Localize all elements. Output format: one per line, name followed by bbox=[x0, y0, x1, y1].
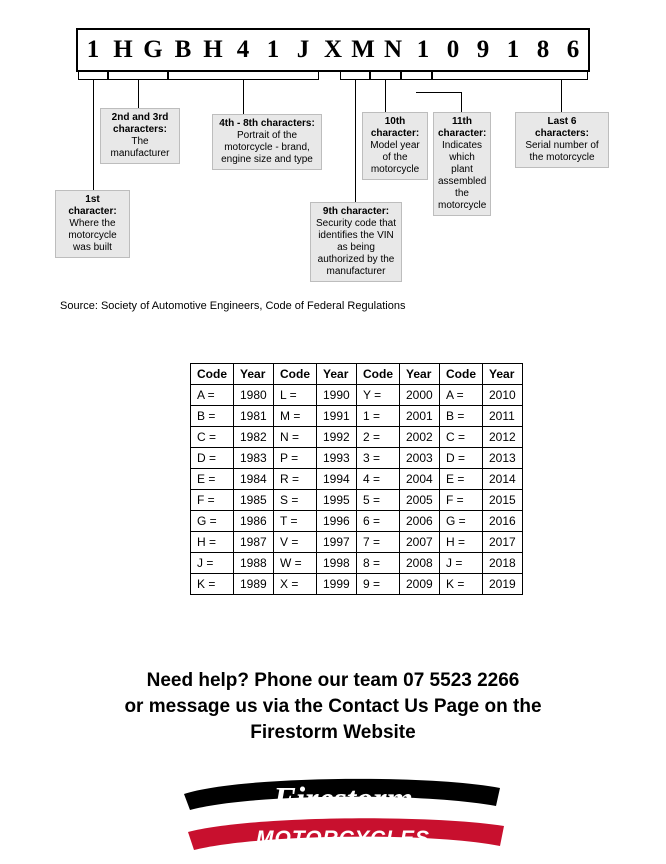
table-cell: 1988 bbox=[234, 553, 274, 574]
table-cell: M = bbox=[274, 406, 317, 427]
table-header-cell: Year bbox=[317, 364, 357, 385]
table-cell: 1995 bbox=[317, 490, 357, 511]
table-cell: 2014 bbox=[483, 469, 523, 490]
table-row bbox=[191, 427, 523, 448]
table-cell: 2006 bbox=[400, 511, 440, 532]
table-cell: R = bbox=[274, 469, 317, 490]
table-cell: 2010 bbox=[483, 385, 523, 406]
leader-eleventh-character bbox=[461, 92, 462, 112]
callout-fourth-eighth bbox=[212, 114, 322, 170]
table-cell: 2005 bbox=[400, 490, 440, 511]
table-cell: F = bbox=[191, 490, 234, 511]
vin-char: 1 bbox=[416, 36, 430, 63]
vin-char: B bbox=[174, 36, 192, 63]
table-cell: 1987 bbox=[234, 532, 274, 553]
leader-eleventh-h bbox=[416, 92, 461, 93]
table-cell: 1986 bbox=[234, 511, 274, 532]
table-cell: 2012 bbox=[483, 427, 523, 448]
vin-char: 6 bbox=[566, 36, 580, 63]
table-cell: 2019 bbox=[483, 574, 523, 595]
table-cell: 2017 bbox=[483, 532, 523, 553]
firestorm-logo bbox=[178, 772, 508, 854]
table-cell: 5 = bbox=[357, 490, 400, 511]
table-cell: B = bbox=[191, 406, 234, 427]
source-note: Source: Society of Automotive Engineers, Code of Federal Regulations bbox=[60, 300, 406, 312]
table-cell: 2002 bbox=[400, 427, 440, 448]
table-cell: 2004 bbox=[400, 469, 440, 490]
callout-title: Last 6 characters: bbox=[535, 116, 589, 139]
table-cell: 2018 bbox=[483, 553, 523, 574]
table-cell: 1992 bbox=[317, 427, 357, 448]
table-cell: D = bbox=[440, 448, 483, 469]
callout-title: 10th character: bbox=[370, 116, 420, 139]
table-cell: 1982 bbox=[234, 427, 274, 448]
vin-char: G bbox=[143, 36, 163, 63]
logo-primary-text: Firestorm bbox=[273, 781, 413, 818]
callout-body: Security code that identifies the VIN as being authorized by the manufacturer bbox=[315, 218, 397, 277]
leader-tenth-character bbox=[385, 80, 386, 112]
table-cell: 7 = bbox=[357, 532, 400, 553]
table-cell: 1989 bbox=[234, 574, 274, 595]
leader-fourth-eighth bbox=[243, 80, 244, 114]
table-cell: 6 = bbox=[357, 511, 400, 532]
help-line-3: Firestorm Website bbox=[250, 722, 416, 743]
table-cell: 1980 bbox=[234, 385, 274, 406]
table-row bbox=[191, 469, 523, 490]
table-cell: 1985 bbox=[234, 490, 274, 511]
table-header-row bbox=[191, 364, 523, 385]
table-cell: 2008 bbox=[400, 553, 440, 574]
callout-eleventh-character bbox=[433, 112, 491, 216]
table-cell: 1998 bbox=[317, 553, 357, 574]
bracket-tenth-character bbox=[370, 72, 401, 80]
table-cell: A = bbox=[440, 385, 483, 406]
leader-second-third bbox=[138, 80, 139, 108]
table-row bbox=[191, 448, 523, 469]
table-cell: A = bbox=[191, 385, 234, 406]
table-cell: 1997 bbox=[317, 532, 357, 553]
vin-char: 4 bbox=[236, 36, 250, 63]
table-cell: 2003 bbox=[400, 448, 440, 469]
table-cell: Y = bbox=[357, 385, 400, 406]
table-cell: 2011 bbox=[483, 406, 523, 427]
bracket-fourth-eighth bbox=[168, 72, 319, 80]
help-line-2: or message us via the Contact Us Page on the bbox=[124, 696, 542, 717]
table-header-cell: Code bbox=[274, 364, 317, 385]
table-cell: C = bbox=[440, 427, 483, 448]
table-row bbox=[191, 490, 523, 511]
table-cell: 2015 bbox=[483, 490, 523, 511]
table-cell: E = bbox=[440, 469, 483, 490]
table-cell: L = bbox=[274, 385, 317, 406]
table-cell: K = bbox=[440, 574, 483, 595]
vin-char: N bbox=[383, 36, 403, 63]
table-cell: 2009 bbox=[400, 574, 440, 595]
table-cell: H = bbox=[191, 532, 234, 553]
table-cell: 2016 bbox=[483, 511, 523, 532]
bracket-last-six bbox=[432, 72, 588, 80]
table-cell: J = bbox=[191, 553, 234, 574]
callout-body: Model year of the motorcycle bbox=[370, 140, 420, 175]
table-header-cell: Code bbox=[357, 364, 400, 385]
table-cell: 1999 bbox=[317, 574, 357, 595]
callout-title: 11th character: bbox=[438, 116, 487, 139]
table-cell: 1983 bbox=[234, 448, 274, 469]
table-row bbox=[191, 511, 523, 532]
bracket-first-character bbox=[78, 72, 108, 80]
table-cell: 2 = bbox=[357, 427, 400, 448]
callout-last-six bbox=[515, 112, 609, 168]
callout-body: Where the motorcycle was built bbox=[68, 218, 117, 253]
table-row bbox=[191, 532, 523, 553]
table-cell: H = bbox=[440, 532, 483, 553]
table-cell: K = bbox=[191, 574, 234, 595]
table-header-cell: Year bbox=[234, 364, 274, 385]
table-cell: N = bbox=[274, 427, 317, 448]
help-text bbox=[33, 668, 633, 746]
vin-char: M bbox=[351, 36, 375, 63]
callout-body: Indicates which plant assembled the motorcycle bbox=[438, 140, 487, 211]
table-cell: 3 = bbox=[357, 448, 400, 469]
table-cell: C = bbox=[191, 427, 234, 448]
callout-title: 1st character: bbox=[68, 194, 117, 217]
table-cell: D = bbox=[191, 448, 234, 469]
table-cell: V = bbox=[274, 532, 317, 553]
table-cell: J = bbox=[440, 553, 483, 574]
table-header-cell: Code bbox=[440, 364, 483, 385]
callout-ninth-character bbox=[310, 202, 402, 282]
code-year-table bbox=[190, 363, 523, 595]
vin-char: 0 bbox=[446, 36, 460, 63]
vin-char: 1 bbox=[86, 36, 100, 63]
callout-tenth-character bbox=[362, 112, 428, 180]
callout-title: 4th - 8th characters: bbox=[219, 118, 315, 129]
table-row bbox=[191, 406, 523, 427]
callout-body: The manufacturer bbox=[110, 136, 170, 159]
callout-title: 9th character: bbox=[322, 206, 390, 217]
callout-title: 2nd and 3rd characters: bbox=[111, 112, 169, 135]
bracket-second-third bbox=[108, 72, 168, 80]
table-cell: E = bbox=[191, 469, 234, 490]
vin-char: H bbox=[203, 36, 223, 63]
table-cell: S = bbox=[274, 490, 317, 511]
table-header-cell: Year bbox=[400, 364, 440, 385]
table-row bbox=[191, 574, 523, 595]
callout-body: Portrait of the motorcycle - brand, engine size and type bbox=[221, 130, 313, 165]
vin-string-box bbox=[76, 28, 590, 72]
table-cell: 1991 bbox=[317, 406, 357, 427]
table-cell: 2000 bbox=[400, 385, 440, 406]
logo-secondary-text: MOTORCYCLES bbox=[256, 827, 430, 850]
table-cell: 1990 bbox=[317, 385, 357, 406]
table-header-cell: Code bbox=[191, 364, 234, 385]
help-line-1: Need help? Phone our team 07 5523 2266 bbox=[146, 670, 520, 691]
table-cell: 1984 bbox=[234, 469, 274, 490]
table-cell: 1996 bbox=[317, 511, 357, 532]
table-cell: T = bbox=[274, 511, 317, 532]
vin-char: J bbox=[296, 36, 310, 63]
table-cell: X = bbox=[274, 574, 317, 595]
vin-char: 9 bbox=[476, 36, 490, 63]
table-row bbox=[191, 385, 523, 406]
vin-char: 8 bbox=[536, 36, 550, 63]
table-cell: 1981 bbox=[234, 406, 274, 427]
bracket-eleventh-character bbox=[401, 72, 432, 80]
table-cell: 4 = bbox=[357, 469, 400, 490]
table-cell: B = bbox=[440, 406, 483, 427]
vin-char: 1 bbox=[506, 36, 520, 63]
callout-second-third bbox=[100, 108, 180, 164]
table-cell: W = bbox=[274, 553, 317, 574]
table-cell: 2007 bbox=[400, 532, 440, 553]
table-cell: 8 = bbox=[357, 553, 400, 574]
table-cell: 1993 bbox=[317, 448, 357, 469]
table-cell: 9 = bbox=[357, 574, 400, 595]
bracket-ninth-character bbox=[340, 72, 370, 80]
vin-char: X bbox=[323, 36, 343, 63]
leader-last-six bbox=[561, 80, 562, 112]
table-cell: P = bbox=[274, 448, 317, 469]
callout-first-character bbox=[55, 190, 130, 258]
vin-char: 1 bbox=[266, 36, 280, 63]
table-cell: F = bbox=[440, 490, 483, 511]
leader-first-character bbox=[93, 80, 94, 190]
vin-char: H bbox=[113, 36, 133, 63]
table-cell: 1 = bbox=[357, 406, 400, 427]
leader-ninth-character bbox=[355, 80, 356, 202]
table-cell: 1994 bbox=[317, 469, 357, 490]
callout-body: Serial number of the motorcycle bbox=[525, 140, 599, 163]
table-header-cell: Year bbox=[483, 364, 523, 385]
table-row bbox=[191, 553, 523, 574]
table-cell: G = bbox=[440, 511, 483, 532]
table-cell: 2001 bbox=[400, 406, 440, 427]
table-cell: G = bbox=[191, 511, 234, 532]
table-cell: 2013 bbox=[483, 448, 523, 469]
